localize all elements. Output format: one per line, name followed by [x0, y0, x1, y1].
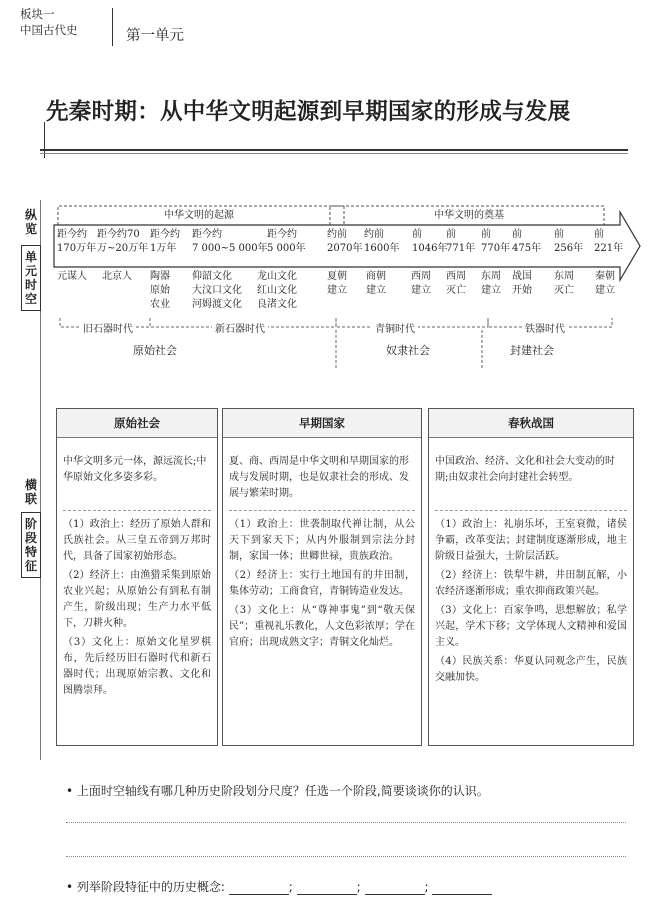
timeline-event-line: 西周 — [411, 271, 431, 282]
timeline-date-line2: 1600年 — [364, 243, 400, 254]
timeline-event-line: 建立 — [411, 285, 431, 296]
timeline-event — [57, 270, 87, 284]
timeline-event-line: 建立 — [327, 285, 347, 296]
timeline-event — [327, 270, 347, 298]
timeline-date — [412, 229, 447, 257]
card-title: 早期国家 — [223, 409, 421, 438]
period-paleolithic: 旧石器时代 — [80, 320, 136, 335]
card-point: （2）经济上：实行土地国有的井田制，集体劳动；工商食官，青铜铸造业发达。 — [229, 570, 415, 597]
card-point: （1）政治上：世袭制取代禅让制，从公天下到家天下；从内外服制到宗法分封制，家国一体；世卿世禄，贵族政治。 — [229, 519, 415, 562]
timeline-event-line: 河姆渡文化 — [192, 299, 242, 310]
timeline-date-line1: 前 — [412, 229, 422, 240]
timeline-event — [481, 270, 501, 298]
page-title: 先秦时期：从中华文明起源到早期国家的形成与发展 — [46, 99, 571, 125]
timeline-event-line: 建立 — [595, 285, 615, 296]
timeline-event-line: 秦朝 — [595, 271, 615, 282]
timeline-event — [446, 270, 466, 298]
timeline-date — [554, 229, 583, 257]
timeline-date-line1: 距今约70 — [97, 229, 140, 240]
module-number: 板块一 — [20, 7, 55, 21]
timeline-date-line1: 前 — [512, 229, 522, 240]
timeline-date-line1: 前 — [481, 229, 491, 240]
timeline-date-line1: 距今约 — [267, 229, 297, 240]
bracket-origin-label: 中华文明的起源 — [161, 210, 237, 222]
side-box-unit-spacetime: 单元时空 — [21, 245, 41, 311]
timeline-date-line1: 距今约 — [57, 229, 87, 240]
timeline-event-line: 元谋人 — [57, 271, 87, 282]
society-primitive: 原始社会 — [133, 344, 177, 357]
card-point: （4）民族关系：华夏认同观念产生，民族交融加快。 — [435, 656, 627, 683]
card-point: （1）政治上：经历了原始人群和氏族社会。从三皇五帝到万邦时代，具备了国家初始形态。 — [63, 519, 211, 562]
timeline-date-line2: 475年 — [512, 243, 542, 254]
side-label-longitudinal: 纵览 — [24, 208, 37, 236]
timeline-date-line2: 5 000年 — [267, 243, 306, 254]
card-summary: 夏、商、西周是中华文明和早期国家的形成与发展时期，也是奴隶社会的形成、发展与繁荣时期。 — [229, 438, 415, 511]
card-points — [57, 511, 217, 699]
timeline-event-line: 红山文化 — [257, 285, 297, 296]
society-feudal: 封建社会 — [510, 344, 554, 357]
timeline-date-line2: 256年 — [554, 243, 584, 254]
answer-blank[interactable] — [365, 882, 425, 895]
card-point: （2）经济上：由渔猎采集到原始农业兴起；从原始公有到私有制产生，阶级出现；生产力水平低下，刀耕火种。 — [63, 570, 211, 629]
question-1-text: 上面时空轴线有哪几种历史阶段划分尺度？任选一个阶段,简要谈谈你的认识。 — [76, 784, 489, 798]
question-1 — [66, 782, 489, 799]
timeline-event-line: 北京人 — [102, 271, 132, 282]
timeline-event-line: 夏朝 — [327, 271, 347, 282]
timeline-event — [554, 270, 574, 298]
timeline-event-line: 大汶口文化 — [192, 285, 242, 296]
timeline-date-line2: 7 000~5 000年 — [192, 243, 268, 254]
timeline-date-line2: 万~20万年 — [97, 243, 149, 254]
period-neolithic: 新石器时代 — [212, 320, 268, 335]
timeline-date-line2: 1万年 — [150, 243, 177, 254]
card-point: （2）经济上：铁犁牛耕，井田制瓦解，小农经济逐渐形成；重农抑商政策兴起。 — [435, 570, 627, 597]
side-box-stage-features: 阶段特征 — [21, 512, 41, 578]
timeline-event-line: 灭亡 — [554, 285, 574, 296]
timeline-date-line2: 770年 — [481, 243, 511, 254]
timeline-event-line: 农业 — [150, 299, 170, 310]
card-point: （3）文化上：从“尊神事鬼”到“敬天保民”；重视礼乐教化，人文色彩浓厚；学在官府；出现成熟文字；青铜文化灿烂。 — [229, 605, 415, 648]
timeline-event-line: 良渚文化 — [257, 299, 297, 310]
timeline-event-line: 西周 — [446, 271, 466, 282]
side-label-horizontal: 横联 — [24, 478, 37, 506]
timeline-date-line2: 771年 — [446, 243, 476, 254]
timeline-event-line: 商朝 — [366, 271, 386, 282]
bullet-icon: • — [66, 784, 74, 798]
timeline-date — [150, 229, 180, 257]
society-slave: 奴隶社会 — [386, 344, 430, 357]
timeline-date — [481, 229, 510, 257]
timeline-date-line1: 距今约 — [150, 229, 180, 240]
timeline-date — [594, 229, 623, 257]
timeline-date-line1: 约前 — [327, 229, 347, 240]
module-name: 中国古代史 — [20, 23, 78, 37]
card-point: （3）文化上：百家争鸣，思想解放；私学兴起，学术下移；文学体现人文精神和爱国主义。 — [435, 605, 627, 648]
timeline-date-line2: 221年 — [594, 243, 624, 254]
timeline-date — [267, 229, 306, 257]
timeline-event-line: 东周 — [481, 271, 501, 282]
card-point: （3）文化上：原始文化星罗棋布，先后经历旧石器时代和新石器时代；出现原始宗教、文化和图腾崇拜。 — [63, 637, 211, 696]
timeline-date-line2: 1046年 — [412, 243, 448, 254]
timeline-event-line: 仰韶文化 — [192, 271, 232, 282]
timeline-event-line: 原始 — [150, 285, 170, 296]
timeline-event-line: 开始 — [512, 285, 532, 296]
timeline-graphic — [0, 0, 647, 400]
card-points — [429, 511, 633, 686]
timeline-date-line1: 前 — [554, 229, 564, 240]
answer-blank[interactable] — [229, 882, 289, 895]
timeline-event-line: 建立 — [481, 285, 501, 296]
card-early-state — [222, 408, 422, 746]
timeline-date — [192, 229, 268, 257]
timeline-event-line: 战国 — [512, 271, 532, 282]
timeline-date — [512, 229, 541, 257]
timeline-date — [327, 229, 362, 257]
timeline-event-line: 建立 — [366, 285, 386, 296]
card-summary: 中国政治、经济、文化和社会大变动的时期;由奴隶社会向封建社会转型。 — [435, 438, 627, 511]
timeline-event — [192, 270, 242, 312]
timeline-event-line: 龙山文化 — [257, 271, 297, 282]
card-primitive — [56, 408, 218, 746]
answer-blank[interactable] — [297, 882, 357, 895]
timeline-event-line: 东周 — [554, 271, 574, 282]
period-bronze: 青铜时代 — [372, 320, 418, 335]
card-title: 春秋战国 — [429, 409, 633, 438]
timeline-date — [57, 229, 96, 257]
timeline-event — [411, 270, 431, 298]
card-points — [223, 511, 421, 651]
timeline-event — [595, 270, 615, 298]
card-spring-autumn — [428, 408, 634, 746]
unit-label: 第一单元 — [126, 28, 184, 44]
timeline-date-line2: 2070年 — [327, 243, 363, 254]
card-point: （1）政治上：礼崩乐坏，王室衰微，诸侯争霸，改革变法；封建制度逐渐形成，地主阶级日益强大，士阶层活跃。 — [435, 519, 627, 562]
timeline-date — [364, 229, 399, 257]
timeline-event — [257, 270, 297, 312]
timeline-date — [446, 229, 475, 257]
answer-line[interactable] — [66, 856, 626, 857]
question-2: • 列举阶段特征中的历史概念: ; ; ; — [66, 878, 492, 895]
timeline-date — [97, 229, 148, 257]
card-title: 原始社会 — [57, 409, 217, 438]
timeline-event — [512, 270, 532, 298]
timeline-event — [150, 270, 170, 312]
answer-blank[interactable] — [432, 882, 492, 895]
timeline-date-line2: 170万年 — [57, 243, 97, 254]
timeline-event-line: 灭亡 — [446, 285, 466, 296]
timeline-date-line1: 前 — [594, 229, 604, 240]
timeline-event — [366, 270, 386, 298]
answer-line[interactable] — [66, 822, 626, 823]
bullet-icon: • — [66, 880, 74, 894]
timeline-date-line1: 前 — [446, 229, 456, 240]
timeline-date-line1: 距今约 — [192, 229, 222, 240]
timeline-date-line1: 约前 — [364, 229, 384, 240]
card-summary: 中华文明多元一体，源远流长;中华原始文化多姿多彩。 — [63, 438, 211, 511]
question-2-text: 列举阶段特征中的历史概念: — [76, 880, 225, 894]
period-iron: 铁器时代 — [522, 320, 568, 335]
timeline-event-line: 陶器 — [150, 271, 170, 282]
bracket-foundation-label: 中华文明的奠基 — [431, 210, 507, 222]
timeline-event — [102, 270, 132, 284]
